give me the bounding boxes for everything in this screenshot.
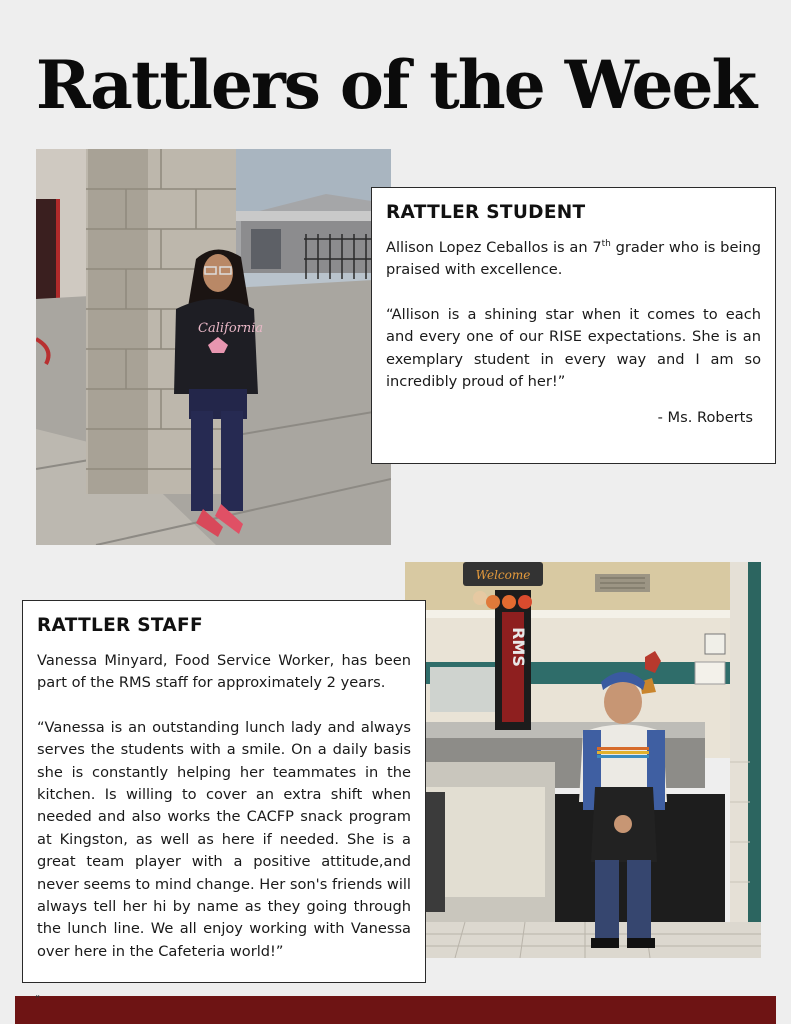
shirt-text: California (198, 321, 264, 336)
student-photo (36, 149, 391, 545)
page-title: Rattlers of the Week (35, 46, 756, 124)
welcome-sign-text: Welcome (475, 568, 531, 582)
staff-photo (405, 562, 761, 958)
post-text: RMS (509, 627, 528, 667)
student-intro: Allison Lopez Ceballos is an 7th grader who is being praised with excellence. (386, 239, 761, 279)
student-heading: RATTLER STUDENT (386, 202, 586, 223)
student-card (371, 187, 776, 464)
footer-bar (15, 996, 776, 1024)
student-quote: “Allison is a shining star when it comes to each and every one of our RISE expectations. She is an exemplary student in every way and I am so incredibly proud of her!” (386, 305, 761, 391)
student-signature: - Ms. Roberts (657, 409, 753, 427)
staff-quote: “Vanessa is an outstanding lunch lady and always serves the students with a smile. On a daily basis she is constantly helping her teammates in the kitchen. Is willing to cover an extra shift when needed and also works the CACFP snack program at Kingston, as well as here if needed. She is a great team player with a positive attitude,and never seems to mind change. Her son's friends will always tell her hi by name as they going through the lunch line. We all enjoy working with Vanessa over here in the Cafeteria world!” (37, 718, 411, 960)
staff-card (22, 600, 426, 983)
staff-intro: Vanessa Minyard, Food Service Worker, has been part of the RMS staff for approximately 2 years. (37, 652, 411, 692)
footer-mark: “ (35, 994, 41, 1005)
staff-heading: RATTLER STAFF (37, 615, 203, 636)
